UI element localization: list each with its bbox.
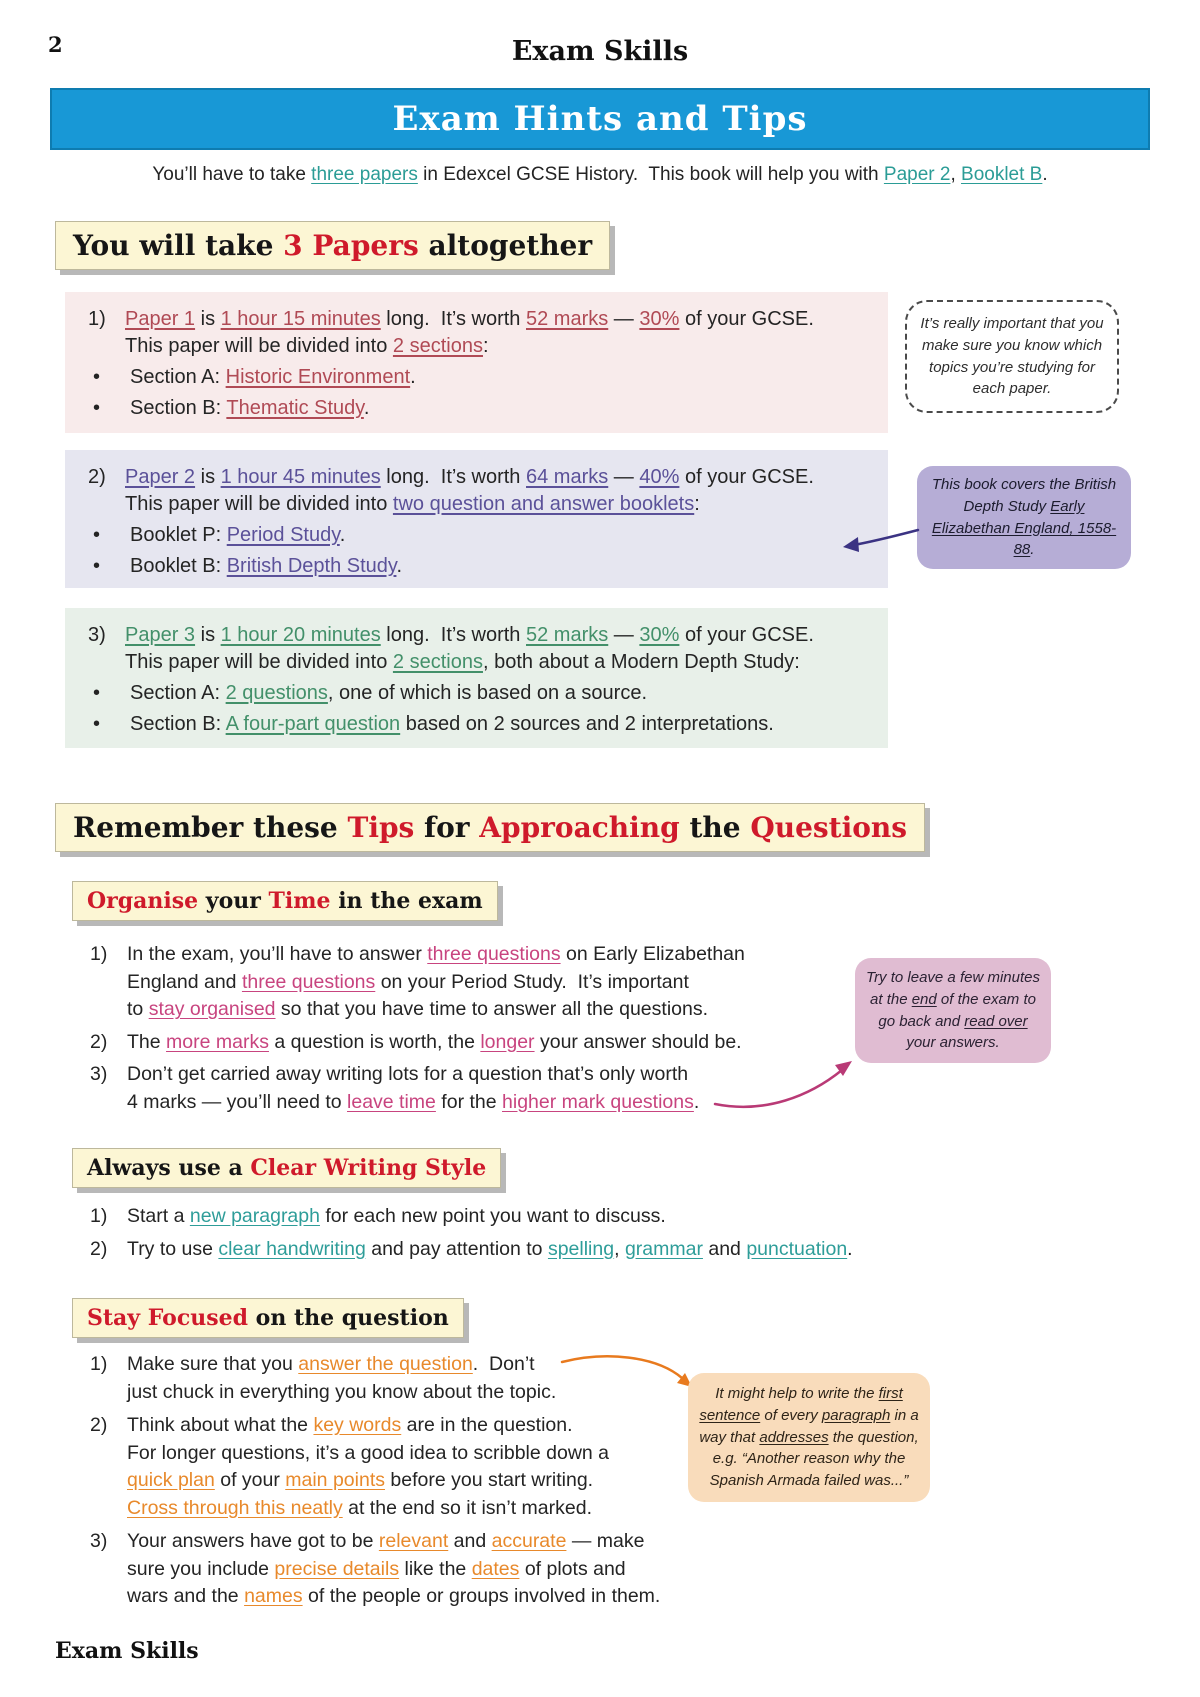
text-run: — [608,624,640,646]
list-item-number: 1) [90,1353,108,1375]
text-run: The [127,1030,167,1053]
key-phrase: 30% [639,624,680,646]
text-run: Don’t get carried away writing lots for a question that’s only worth [127,1063,689,1085]
key-phrase: accurate [491,1530,567,1552]
list-item [90,1203,1070,1231]
text-run: In the exam, you’ll have to answer [127,943,428,965]
text-run: Make sure that you [127,1353,299,1375]
text-run: Section B: [130,397,227,419]
text-run: . [847,1237,853,1260]
key-phrase: British Depth Study [226,555,397,577]
key-phrase: spelling [547,1237,615,1260]
subheading-stay-focused [72,1298,464,1338]
list-item [88,522,878,549]
key-phrase: grammar [624,1237,703,1260]
text-run: your answers. [906,1034,1000,1052]
text-run: long. It’s worth [380,308,526,330]
text-run: for the [435,1090,503,1113]
text-run: . [396,555,402,577]
text-run: 3 Papers [283,229,419,262]
text-run: Think about what the [127,1414,314,1436]
text-run: just chuck in everything you know about the topic. [127,1380,557,1403]
text-run: wars and the [127,1585,245,1607]
key-phrase: 1 hour 45 minutes [220,466,381,488]
list-item-text [130,680,878,707]
key-phrase: 30% [639,308,680,330]
bullet-glyph: • [93,682,101,704]
list-item [90,941,870,1024]
text-run: , [614,1237,625,1260]
text-run: is [195,466,221,488]
text-run: long. It’s worth [380,624,526,646]
key-phrase: precise details [274,1557,400,1580]
list-item-number: 2) [88,466,106,488]
text-run: Clear Writing Style [250,1155,487,1181]
key-phrase: 2 questions [225,682,328,704]
list-item-text [125,464,878,518]
key-phrase: two question and answer booklets [392,493,695,515]
text-run: England and [127,970,242,993]
list-item [88,395,878,422]
bullet-glyph: • [93,713,101,735]
list-item-text [130,553,878,580]
first-sentence-note [688,1373,930,1502]
list-item-number: 1) [88,308,106,330]
key-phrase: punctuation [746,1237,848,1260]
pink-arrow-icon [710,1056,860,1112]
text-run: of your GCSE. [679,624,814,646]
list-item-text [130,395,878,422]
key-phrase: 52 marks [526,308,609,330]
key-phrase: stay organised [148,998,276,1020]
text-run: Section B: [130,713,226,735]
section-heading-tips [55,803,925,852]
text-run: so that you have time to answer all the questions. [275,998,709,1020]
key-phrase: main points [285,1469,385,1491]
list-item-number: 3) [88,624,106,646]
subheading-writing-style [72,1148,501,1188]
key-phrase: Booklet B [961,164,1043,185]
page-number: 2 [48,32,63,57]
book-coverage-note [917,466,1131,569]
key-phrase: 1 hour 15 minutes [220,308,381,330]
footer-section-label: Exam Skills [55,1638,199,1664]
text-run: on the question [248,1305,449,1331]
text-run: is [195,308,221,330]
key-phrase: clear handwriting [218,1237,366,1260]
text-run: on your Period Study. It’s important [375,970,689,993]
key-phrase: addresses [759,1428,829,1446]
list-item [88,711,878,738]
text-run: Tips [347,811,415,844]
key-phrase: higher mark questions [502,1090,694,1113]
key-phrase: Period Study [226,524,340,546]
text-run: in a way that [699,1406,919,1446]
text-run: Always use a [87,1155,251,1181]
text-run: This book covers the British Depth Study [931,476,1117,515]
text-run: — [608,466,640,488]
key-phrase: 2 sections [392,651,483,673]
key-phrase: Historic Environment [225,366,411,388]
text-run: the question, e.g. “Another reason why the Spanish Armada failed was...” [709,1428,919,1489]
title-banner [50,88,1150,150]
key-phrase: A four-part question [225,713,401,735]
paper2-block [65,450,888,588]
text-run: . [693,1090,700,1113]
text-run: is [195,624,221,646]
list-item [88,622,878,676]
key-phrase: first sentence [699,1385,903,1424]
text-run: for each new point you want to discuss. [319,1205,666,1227]
text-run: of your [214,1469,286,1491]
page-title: Exam Hints and Tips [392,99,808,139]
bullet-glyph: • [93,524,101,546]
bullet-glyph: • [93,366,101,388]
key-phrase: end [911,990,937,1008]
text-run: your [198,888,269,914]
text-run: — [608,308,640,330]
text-run: Booklet B: [130,555,227,577]
key-phrase: 1 hour 20 minutes [220,624,381,646]
list-item [90,1236,1070,1264]
list-item-text [130,522,878,549]
orange-arrow-icon [556,1348,698,1394]
key-phrase: 40% [639,466,680,488]
list-item-text [130,711,878,738]
text-run: You’ll have to take [152,164,312,185]
text-run: . [363,397,370,419]
text-run: : [694,493,700,515]
text-run: , both about a Modern Depth Study: [482,651,800,673]
text-run: , one of which is based on a source. [327,682,648,704]
key-phrase: Paper 1 [125,308,196,330]
key-phrase: Early Elizabethan England, 1558-88 [931,497,1117,559]
text-run: altogether [418,229,593,262]
text-run: Start a [127,1205,190,1227]
text-run: Questions [750,811,908,844]
writing-style-list [90,1203,1070,1268]
text-run: . [1042,164,1048,185]
list-item-number: 3) [90,1530,108,1552]
paper1-block [65,292,888,433]
key-phrase: answer the question [298,1353,473,1375]
key-phrase: 64 marks [526,466,609,488]
running-header: Exam Skills [511,36,689,67]
text-run: to [127,998,149,1020]
text-run: of your GCSE. [679,308,814,330]
key-phrase: 52 marks [526,624,609,646]
text-run: of every [760,1406,822,1424]
text-run: are in the question. [401,1414,573,1436]
text-run: at the end so it isn’t marked. [342,1496,592,1519]
list-item-number: 1) [90,943,108,965]
text-run: in the exam [330,888,483,914]
text-run: , [950,164,962,185]
text-run: . [410,366,416,388]
text-run: a question is worth, the [268,1030,481,1053]
text-run: your answer should be. [534,1030,742,1053]
text-run: and [702,1237,747,1260]
list-item-text [127,1203,1070,1231]
purple-arrow-icon [840,524,922,554]
text-run: . Don’t [472,1353,535,1375]
text-run: Your answers have got to be [127,1530,379,1552]
key-phrase: Thematic Study [226,397,364,419]
key-phrase: read over [964,1012,1028,1030]
key-phrase: leave time [347,1090,436,1113]
text-run: like the [399,1557,472,1580]
bullet-glyph: • [93,555,101,577]
key-phrase: longer [480,1030,535,1053]
text-run: Organise [87,888,199,914]
list-item-number: 1) [90,1205,108,1227]
list-item-text [127,941,870,1024]
text-run: This paper will be divided into [125,651,393,673]
text-run: Try to leave a few minutes at the [866,969,1040,1008]
subheading-organise-time [72,881,498,921]
text-run: Approaching [479,811,680,844]
key-phrase: new paragraph [189,1205,320,1227]
text-run: Stay Focused [87,1305,248,1331]
text-run: . [339,524,346,546]
list-item [88,464,878,518]
list-item-text [125,306,878,360]
list-item-number: 2) [90,1237,108,1260]
text-run: of your GCSE. [679,466,814,488]
key-phrase: three papers [311,164,418,185]
list-item-text [130,364,878,391]
text-run: Section A: [130,682,226,704]
list-item-text [127,1528,710,1611]
list-item-number: 2) [90,1030,108,1053]
text-run: and pay attention to [365,1237,548,1260]
text-run: You will take [73,229,284,262]
key-phrase: Paper 2 [883,164,951,185]
key-phrase: Paper 3 [125,624,196,646]
list-item [88,553,878,580]
text-run: This paper will be divided into [125,493,393,515]
key-phrase: Paper 2 [125,466,196,488]
text-run: Section A: [130,366,226,388]
intro-paragraph [0,164,1200,186]
bullet-glyph: • [93,397,101,419]
text-run: and [448,1530,492,1552]
key-phrase: three questions [241,970,376,993]
text-run: long. It’s worth [380,466,526,488]
key-phrase: 2 sections [392,335,483,357]
key-phrase: more marks [166,1030,269,1053]
list-item-number: 2) [90,1414,108,1436]
key-phrase: Cross through this neatly [127,1496,343,1519]
list-item-number: 3) [90,1063,108,1085]
text-run: on Early Elizabethan [560,943,745,965]
text-run: of the exam to go back and [878,990,1036,1030]
key-phrase: relevant [378,1530,449,1552]
text-run: in Edexcel GCSE History. This book will help you with [417,164,884,185]
text-run: the [679,811,751,844]
text-run: This paper will be divided into [125,335,393,357]
text-run: Remember these [73,811,348,844]
key-phrase: quick plan [127,1469,215,1491]
key-phrase: dates [471,1557,520,1580]
list-item-text [125,622,878,676]
list-item [90,1528,710,1611]
list-item-text [127,1412,710,1522]
text-run: It might help to write the [715,1385,879,1402]
text-run: Booklet P: [130,524,227,546]
text-run: of plots and [519,1557,626,1580]
list-item [88,364,878,391]
text-run: For longer questions, it’s a good idea to scribble down a [127,1441,610,1464]
list-item-text [127,1236,1070,1264]
list-item [88,680,878,707]
list-item-text [127,1029,870,1057]
key-phrase: paragraph [821,1406,891,1424]
text-run: sure you include [127,1557,275,1580]
text-run: based on 2 sources and 2 interpretations. [400,713,774,735]
key-phrase: names [244,1585,303,1607]
text-run: Try to use [127,1237,219,1260]
text-run: of the people or groups involved in them. [302,1585,661,1607]
list-item [90,1029,870,1057]
list-item [90,1412,710,1522]
paper3-block [65,608,888,748]
key-phrase: three questions [427,943,561,965]
section-heading-papers [55,221,610,270]
text-run: — make [566,1530,645,1552]
list-item [88,306,878,360]
key-phrase: key words [313,1414,402,1436]
text-run: : [482,335,489,357]
text-run: . [1030,541,1035,559]
handwritten-note: It’s really important that you make sure you know which topics you’re studying for each paper. [905,300,1119,413]
text-run: for [414,811,480,844]
text-run: before you start writing. [384,1469,594,1491]
text-run: Time [268,888,331,914]
text-run: 4 marks — you’ll need to [127,1090,348,1113]
read-over-note [855,958,1051,1063]
